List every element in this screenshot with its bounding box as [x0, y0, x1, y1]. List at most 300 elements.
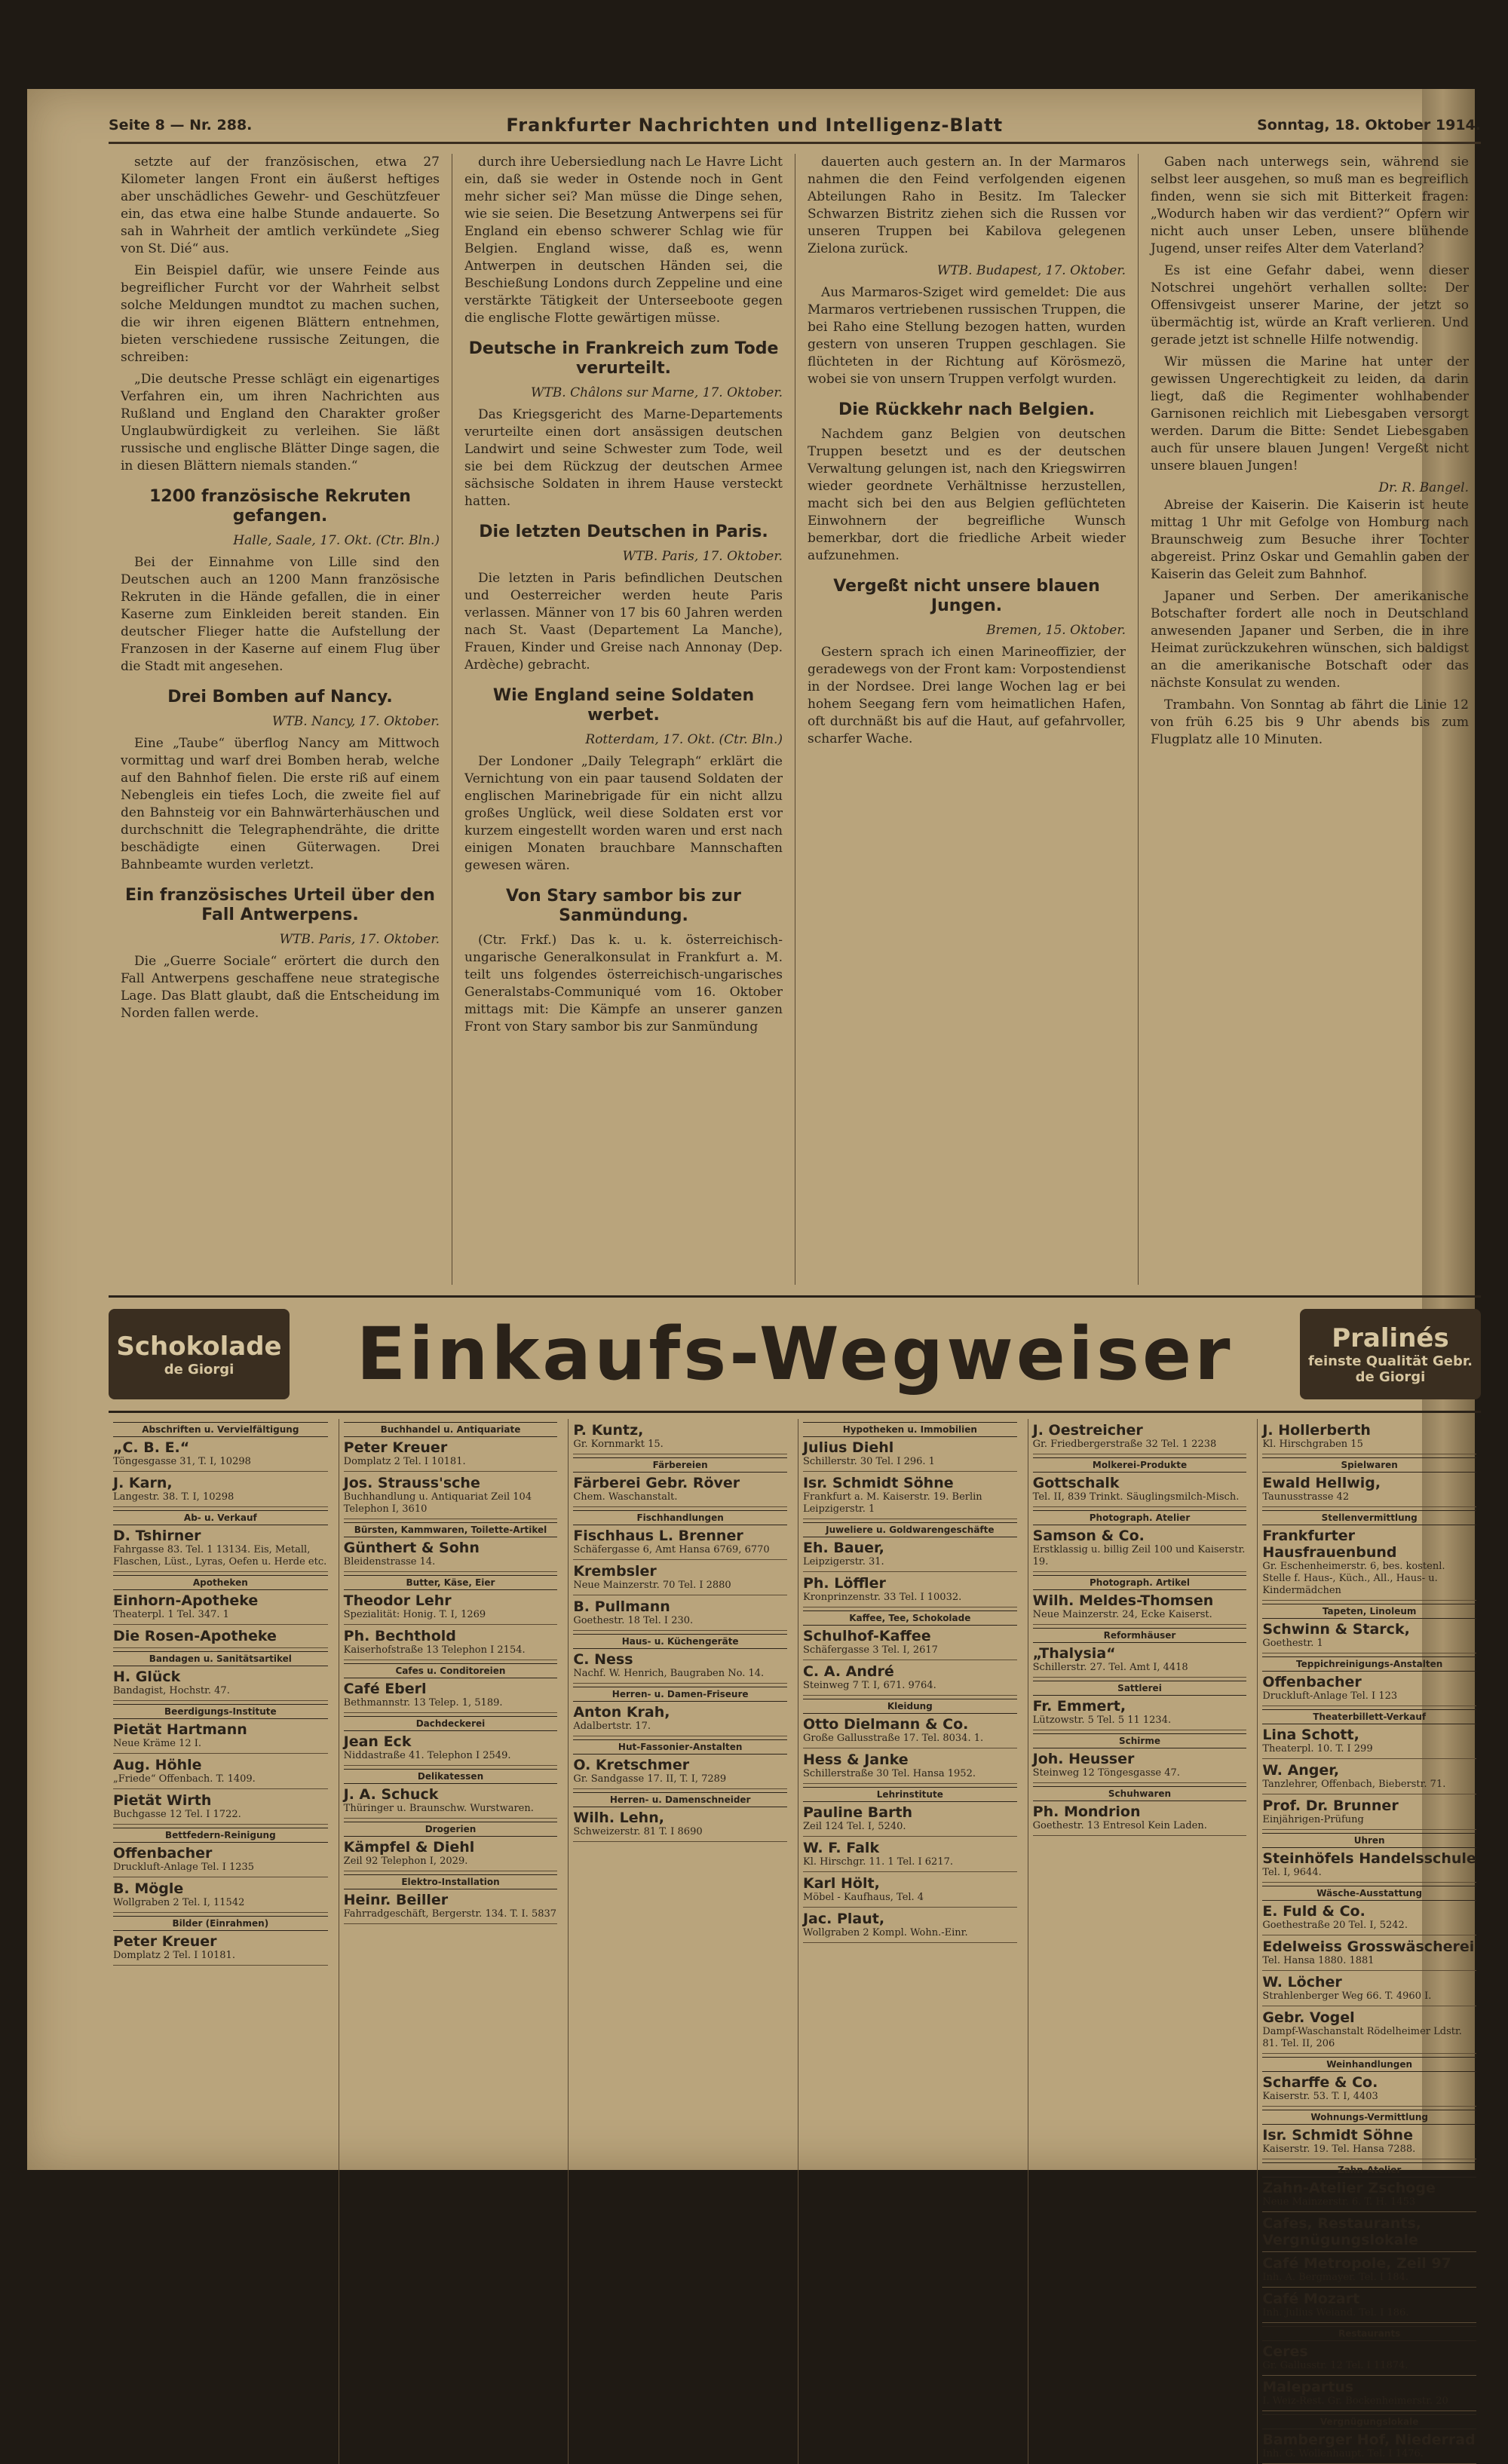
ad-entry: [803, 1872, 1017, 1908]
ad-entry: [1262, 1653, 1476, 1706]
ad-category: Drogerien: [344, 1822, 558, 1837]
ad-detail: Strahlenberger Weg 66. T. 4960 I.: [1262, 1991, 1432, 2002]
ad-detail: Steinweg 7 T. I, 671. 9764.: [802, 1680, 936, 1691]
ad-detail: Schäfergasse 6, Amt Hansa 6769, 6770: [573, 1544, 770, 1555]
ad-entry: [803, 1419, 1017, 1472]
page-number: Seite 8 — Nr. 288.: [109, 117, 253, 133]
article-dateline: WTB. Budapest, 17. Oktober.: [936, 263, 1126, 278]
ad-entry: [1262, 1419, 1476, 1454]
ad-entry: [113, 1507, 328, 1572]
ad-name: Wilh. Meldes-Thomsen: [1032, 1592, 1214, 1609]
article: [1151, 154, 1469, 475]
ad-name: Café Mozart: [1262, 2291, 1360, 2307]
ad-name: Krembsler: [573, 1563, 657, 1580]
ad-category: Weinhandlungen: [1262, 2057, 1476, 2072]
ad-detail: Adalbertstr. 17.: [573, 1721, 651, 1732]
ad-column: [1028, 1419, 1252, 2464]
ad-entry: [573, 1736, 787, 1789]
ad-name: „C. B. E.“: [113, 1439, 190, 1456]
ad-name: Einhorn-Apotheke: [113, 1592, 259, 1609]
ad-detail: Neue Mainzerstr. 6. T. H. 1453: [1262, 2196, 1416, 2208]
ad-detail: Zeil 124 Tel. I, 5240.: [802, 1821, 906, 1832]
ad-detail: Tel. Hansa 1880. 1881: [1262, 1955, 1375, 1966]
ad-detail: Möbel - Kaufhaus, Tel. 4: [802, 1892, 924, 1903]
article-headline: Die letzten Deutschen in Paris.: [479, 523, 768, 541]
ad-entry: [1033, 1419, 1247, 1454]
ad-name: Frankfurter Hausfrauenbund: [1262, 1528, 1397, 1561]
ad-name: Wilh. Lehn,: [573, 1810, 664, 1826]
ad-column: [1257, 1419, 1481, 2464]
ad-entry: [803, 1607, 1017, 1660]
article-paragraph: Gaben nach unterwegs sein, während sie selbst leer ausgehen, so muß man es begreiflich finden, wenn sie sich mit Bitterkeit fragen: „Wodurch haben wir das verdient?“ Opfern wir nicht auch unser Leben, unsere blühende Jugend, unser reifes Alter dem Vaterland?: [1151, 155, 1469, 256]
ad-entry: [344, 1660, 558, 1713]
ad-entry: [803, 1472, 1017, 1519]
ad-column: [568, 1419, 792, 2464]
ad-name: Lina Schott,: [1262, 1727, 1359, 1743]
ad-category: Haus- u. Küchengeräte: [573, 1634, 787, 1649]
ad-detail: Leipzigerstr. 31.: [802, 1556, 884, 1568]
article-columns: [109, 154, 1481, 1285]
ad-name: Samson & Co.: [1032, 1528, 1145, 1544]
ad-detail: Steinweg 12 Töngesgasse 47.: [1032, 1767, 1180, 1779]
ad-category: Photograph. Artikel: [1033, 1575, 1247, 1590]
ad-detail: Fahrgasse 83. Tel. 1 13134. Eis, Metall, Flaschen, Lüst., Lyras, Oefen u. Herde etc.: [113, 1544, 327, 1568]
article-paragraph: Abreise der Kaiserin. Die Kaiserin ist heute mittag 1 Uhr mit Gefolge von Homburg nach Braunschweig zum Besuche ihrer Tochter abgereist. Prinz Oskar und Gemahlin gaben der Kaiserin das Geleit zum Bahnhof.: [1151, 498, 1469, 582]
ad-name: J. Oestreicher: [1032, 1422, 1143, 1439]
ad-name: Heinr. Beiller: [343, 1892, 449, 1908]
ad-name: Isr. Schmidt Söhne: [1262, 2127, 1413, 2144]
ad-name: Fr. Emmert,: [1032, 1698, 1126, 1715]
ad-entry: [1033, 1730, 1247, 1783]
article-dateline: Halle, Saale, 17. Okt. (Ctr. Bln.): [233, 533, 440, 548]
page-header: [109, 109, 1481, 144]
ad-detail: Kaiserhofstraße 13 Telephon I 2154.: [343, 1644, 526, 1656]
ad-entry: [344, 1819, 558, 1871]
ad-detail: Nachf. W. Henrich, Baugraben No. 14.: [573, 1668, 765, 1679]
ad-entry: [803, 1748, 1017, 1784]
ad-detail: Gr. Sandgasse 17. II, T. I, 7289: [573, 1773, 727, 1785]
ad-detail: Bleidenstrasse 14.: [343, 1556, 436, 1568]
ad-entry: [1033, 1625, 1247, 1678]
article-column: [1138, 154, 1481, 1285]
ad-category: Fischhandlungen: [573, 1510, 787, 1525]
ad-detail: Kaiserstr. 53. T. I, 4403: [1262, 2091, 1378, 2102]
article-paragraph: Nachdem ganz Belgien von deutschen Truppen besetzt und es der deutschen Verwaltung gelungen ist, nach den Kriegswirren wieder geordnete Verhältnisse herzustellen, macht sich bei den aus Belgien geflüchteten Einwohnern der begreifliche Wunsch bemerkbar, dort die friedliche Arbeit wieder aufzunehmen.: [808, 427, 1126, 563]
ad-category: Spielwaren: [1262, 1457, 1476, 1473]
ad-entry: [573, 1631, 787, 1684]
schokolade-badge: [109, 1309, 290, 1399]
article-paragraph: (Ctr. Frkf.) Das k. u. k. österreichisch-ungarische Generalkonsulat in Frankfurt a. M. teilt uns folgendes österreichisch-ungarisches Generalstabs-Communiqué vom 16. Oktober mittags mit: Die Kämpfe an unserer ganzen Front von Stary sambor bis zur Sanmündung: [464, 933, 783, 1034]
ad-detail: Neue Mainzerstr. 70 Tel. I 2880: [573, 1580, 731, 1591]
ad-detail: Bethmannstr. 13 Telep. 1, 5189.: [343, 1697, 503, 1709]
article: [1151, 480, 1469, 497]
ad-entry: [344, 1572, 558, 1625]
ad-category: Beerdigungs-Institute: [113, 1704, 328, 1719]
ad-detail: Kronprinzenstr. 33 Tel. I 10032.: [802, 1592, 962, 1603]
ad-name: Café Metropole, Zeil 97: [1262, 2255, 1451, 2272]
article-paragraph: Die „Guerre Sociale“ erörtert die durch den Fall Antwerpens geschaffene neue strategische Lage. Das Blatt glaubt, daß die Entscheidung im Norden fallen werde.: [121, 954, 440, 1021]
ad-entry: [803, 1784, 1017, 1837]
ad-entry: [113, 1419, 328, 1472]
article-dateline: Rotterdam, 17. Okt. (Ctr. Bln.): [585, 732, 783, 747]
article-paragraph: Es ist eine Gefahr dabei, wenn dieser Notschrei ungehört verhallen sollte: Der Offensivgeist unserer Marine, der jetzt so übermächtig ist, würde an Kraft verlieren. Und gerade jetzt ist schnelle Hilfe notwendig.: [1151, 263, 1469, 348]
ad-detail: Chem. Waschanstalt.: [573, 1491, 678, 1503]
ad-entry: [344, 1871, 558, 1924]
ad-entry: [573, 1419, 787, 1454]
ad-name: W. Löcher: [1262, 1974, 1342, 1991]
ad-entry: [1262, 2323, 1476, 2376]
ad-name: W. F. Falk: [802, 1840, 880, 1856]
ad-name: Gottschalk: [1032, 1475, 1120, 1491]
ad-entry: [344, 1519, 558, 1572]
ad-entry: [803, 1572, 1017, 1607]
ad-detail: Zeil 92 Telephon I, 2029.: [343, 1856, 468, 1867]
badge-left-small: de Giorgi: [164, 1361, 234, 1378]
ad-detail: Gr. Kornmarkt 15.: [573, 1439, 664, 1450]
ad-detail: Goethestr. 13 Entresol Kein Laden.: [1032, 1820, 1207, 1831]
ad-name: Joh. Heusser: [1032, 1751, 1135, 1767]
article: [1151, 497, 1469, 749]
ad-category: Bettfedern-Reinigung: [113, 1828, 328, 1843]
ad-category: Reformhäuser: [1033, 1628, 1247, 1643]
ad-category: Molkerei-Produkte: [1033, 1457, 1247, 1473]
ad-detail: Frankfurt a. M. Kaiserstr. 19. Berlin Leipzigerstr. 1: [802, 1491, 982, 1515]
ad-entry: [113, 1789, 328, 1825]
ad-name: Pietät Wirth: [113, 1792, 212, 1809]
ad-detail: Tanzlehrer, Offenbach, Bieberstr. 71.: [1262, 1779, 1446, 1790]
ad-name: B. Mögle: [113, 1880, 184, 1897]
article-headline: Drei Bomben auf Nancy.: [167, 688, 393, 706]
ad-entry: [573, 1595, 787, 1631]
article-paragraph: Japaner und Serben. Der amerikanische Botschafter fordert alle noch in Deutschland anwesenden Japaner und Serben, die in ihre Heimat zurückzukehren wünschen, sich baldigst an die amerikanische Botschaft oder das nächste Konsulat zu wenden.: [1151, 589, 1469, 691]
ad-name: Jos. Strauss'sche: [343, 1475, 480, 1491]
ad-detail: Inh. Julius Weiand. Tel. I 186.: [1262, 2307, 1409, 2318]
ad-category: Dachdeckerei: [344, 1716, 558, 1731]
ad-name: E. Fuld & Co.: [1262, 1903, 1365, 1920]
ad-entry: [1262, 1794, 1476, 1830]
ad-name: Theodor Lehr: [343, 1592, 452, 1609]
ad-detail: Druckluft-Anlage Tel. I 123: [1262, 1690, 1398, 1702]
ad-entry: [1262, 2376, 1476, 2411]
ad-entry: [1262, 2006, 1476, 2054]
ad-detail: „Friede“ Offenbach. T. 1409.: [113, 1773, 256, 1785]
article-headline: Deutsche in Frankreich zum Tode verurteilt.: [468, 339, 779, 378]
ad-detail: Goethestraße 20 Tel. I, 5242.: [1262, 1920, 1408, 1931]
article-signature: Dr. R. Bangel.: [1378, 480, 1469, 495]
ad-detail: I. Weiz-Rest. Gr. Bockenheimerstr. 20: [1262, 2395, 1448, 2407]
ad-entry: [1262, 1507, 1476, 1601]
ad-detail: Bandagist, Hochstr. 47.: [113, 1685, 230, 1696]
ad-detail: Gr. Gallusstr. 12 Tel. I 11874.: [1262, 2360, 1408, 2371]
ad-entry: [573, 1507, 787, 1560]
article-paragraph: Ein Beispiel dafür, wie unsere Feinde aus begreiflicher Furcht vor der Wahrheit selbst solche Meldungen mundtot zu machen suchen, die wir ihren eigenen Blättern entnehmen, bieten verschiedene russische Zeitungen, die schreiben:: [121, 263, 440, 365]
ad-name: H. Glück: [113, 1669, 181, 1685]
article-headline: 1200 französische Rekruten gefangen.: [149, 487, 411, 526]
ad-detail: Schillerstr. 30 Tel. I 296. 1: [802, 1456, 935, 1467]
article-dateline: Bremen, 15. Oktober.: [986, 623, 1126, 638]
article: [808, 262, 1126, 388]
ad-name: Cafes, Restaurants, Vergnügungslokale: [1262, 2215, 1421, 2248]
ad-name: Pietät Hartmann: [113, 1721, 247, 1738]
ad-entry: [573, 1684, 787, 1736]
ad-name: Peter Kreuer: [113, 1933, 217, 1950]
ad-name: Offenbacher: [113, 1845, 213, 1862]
ad-entry: [1262, 2288, 1476, 2323]
ad-entry: [113, 1913, 328, 1966]
ad-entry: [1262, 2107, 1476, 2159]
ad-category: Zahn-Atelier: [1262, 2162, 1476, 2177]
ad-category: Hut-Fassonier-Anstalten: [573, 1739, 787, 1755]
ad-entry: [803, 1908, 1017, 1943]
article-paragraph: Trambahn. Von Sonntag ab fährt die Linie 12 von früh 6.25 bis 9 Uhr abends bis zum Flugplatz alle 10 Minuten.: [1151, 697, 1469, 747]
ad-name: C. Ness: [573, 1651, 633, 1668]
ad-entry: [1262, 1830, 1476, 1883]
ad-detail: Kl. Hirschgr. 11. 1 Tel. I 6217.: [802, 1856, 953, 1868]
ad-entry: [573, 1560, 787, 1595]
ad-category: Cafes u. Conditoreien: [344, 1663, 558, 1678]
ad-category: Bilder (Einrahmen): [113, 1916, 328, 1931]
article-paragraph: Aus Marmaros-Sziget wird gemeldet: Die aus Marmaros vertriebenen russischen Truppen, die bei Raho eine Stellung bezogen hatten, wurden gestern von unseren Truppen geschlagen. Sie flüchteten in der Richtung auf Körösmezö, wobei sie von unsern Truppen verfolgt wurden.: [808, 285, 1126, 387]
ad-category: Abschriften u. Vervielfältigung: [113, 1422, 328, 1437]
ad-name: Peter Kreuer: [343, 1439, 448, 1456]
ad-detail: Kaiserstr. 19. Tel. Hansa 7288.: [1262, 2144, 1416, 2155]
article-headline: Vergeßt nicht unsere blauen Jungen.: [833, 577, 1100, 615]
ad-name: Ph. Löffler: [802, 1575, 886, 1592]
ad-entry: [1033, 1454, 1247, 1507]
article: [121, 886, 440, 1022]
ad-name: Julius Diehl: [802, 1439, 894, 1456]
ad-detail: Große Gallusstraße 17. Tel. 8034. 1.: [802, 1733, 984, 1744]
ad-category: Herren- u. Damen-Friseure: [573, 1687, 787, 1702]
ad-name: Pauline Barth: [802, 1804, 913, 1821]
ad-name: J. Hollerberth: [1262, 1422, 1371, 1439]
ad-detail: Neue Kräme 12 I.: [113, 1738, 202, 1749]
ad-name: Isr. Schmidt Söhne: [802, 1475, 954, 1491]
article-paragraph: dauerten auch gestern an. In der Marmaros nahmen die den Feind verfolgenden eigenen Abteilungen Raho in Besitz. Im Talecker Schwarzen Bistritz ziehen sich die Russen vor unseren Truppen bei Kabilova gelegenen Zielona zurück.: [808, 155, 1126, 256]
ad-entry: [344, 1419, 558, 1472]
ad-detail: Dampf-Waschanstalt Rödelheimer Ldstr. 81. Tel. II, 206: [1262, 2026, 1462, 2049]
ad-category: Wohnungs-Vermittlung: [1262, 2110, 1476, 2125]
ad-category: Butter, Käse, Eier: [344, 1575, 558, 1590]
ad-column: [339, 1419, 562, 2464]
ad-category: Tapeten, Linoleum: [1262, 1604, 1476, 1619]
ad-entry: [113, 1625, 328, 1648]
ad-detail: Druckluft-Anlage Tel. I 1235: [113, 1862, 255, 1873]
ad-name: C. A. André: [802, 1663, 894, 1680]
ad-name: Steinhöfels Handelsschule: [1262, 1850, 1476, 1867]
article-paragraph: durch ihre Uebersiedlung nach Le Havre Licht ein, daß sie weder in Ostende noch in Gent mehr sicher sei? Man müsse die Dinge sehen, wie sie seien. Die Besetzung Antwerpens sei für England ein ebenso schwerer Schlag wie für Belgien. England wisse, daß es, wenn Antwerpen in deutschen Händen sei, die Beschießung Londons durch Zeppeline und eine verstärkte Tätigkeit der Unterseeboote gegen die englische Flotte gewärtigen müsse.: [464, 155, 783, 326]
ad-name: Café Eberl: [343, 1681, 427, 1697]
ad-detail: Niddastraße 41. Telephon I 2549.: [343, 1750, 511, 1761]
article: [464, 339, 783, 510]
article-paragraph: Das Kriegsgericht des Marne-Departements verurteilte einen dort ansässigen deutschen Landwirt und seine Schwester zum Tode, weil sie bei dem Rückzug der deutschen Armee sächsische Soldaten in ihrem Hause versteckt hatten.: [464, 407, 783, 509]
ad-column: [798, 1419, 1022, 2464]
badge-left-big: Schokolade: [116, 1331, 282, 1362]
article-paragraph: Bei der Einnahme von Lille sind den Deutschen auch an 1200 Mann französische Rekruten in die Hände gefallen, die in einer Kaserne zum Einkleiden bereit standen. Ein deutscher Flieger hatte die Aufstellung der Franzosen in der Kaserne auf einem Flug über die Stadt mit angesehen.: [121, 555, 440, 674]
ad-name: P. Kuntz,: [573, 1422, 644, 1439]
ad-entry: [1262, 1759, 1476, 1794]
ad-entry: [344, 1766, 558, 1819]
article-column: [109, 154, 452, 1285]
ad-detail: Goethestr. 1: [1262, 1638, 1323, 1649]
ad-entry: [1262, 2252, 1476, 2288]
ad-detail: Gr. Eschenheimerstr. 6, bes. kostenl. Stelle f. Haus-, Küch., All., Haus- u. Kindermädchen: [1262, 1561, 1445, 1596]
ad-category: Färbereien: [573, 1457, 787, 1473]
ad-name: W. Anger,: [1262, 1762, 1340, 1779]
ad-detail: Lützowstr. 5 Tel. 5 11 1234.: [1032, 1715, 1172, 1726]
ad-name: Kämpfel & Diehl: [343, 1839, 475, 1856]
article-paragraph: Die letzten in Paris befindlichen Deutschen und Oesterreicher werden heute Paris verlassen. Männer von 17 bis 60 Jahren werden nach St. Vaast (Departement La Manche), Frauen, Kinder und Greise nach Annonay (Dep. Ardèche) gebracht.: [464, 571, 783, 673]
ad-category: Buchhandel u. Antiquariate: [344, 1422, 558, 1437]
article-dateline: WTB. Châlons sur Marne, 17. Oktober.: [531, 385, 783, 400]
ad-name: Jean Eck: [343, 1733, 412, 1750]
ad-entry: [803, 1696, 1017, 1748]
ad-category: Hypotheken u. Immobilien: [803, 1422, 1017, 1437]
ad-category: Bandagen u. Sanitätsartikel: [113, 1651, 328, 1666]
ad-detail: Goethestr. 18 Tel. I 230.: [573, 1615, 694, 1626]
ad-name: Jac. Plaut,: [802, 1911, 885, 1927]
ad-name: Schulhof-Kaffee: [802, 1628, 931, 1644]
ad-detail: Buchhandlung u. Antiquariat Zeil 104 Telephon I, 3610: [343, 1491, 532, 1515]
ad-name: Otto Dielmann & Co.: [802, 1716, 969, 1733]
ad-name: Edelweiss Grosswäscherei: [1262, 1938, 1475, 1955]
ad-detail: Buchgasse 12 Tel. I 1722.: [113, 1809, 241, 1820]
article: [121, 688, 440, 874]
ad-category: Teppichreinigungs-Anstalten: [1262, 1656, 1476, 1672]
article-paragraph: Wir müssen die Marine hat unter der gewissen Ungerechtigkeit zu leiden, da darin liegt, daß die Regimenter wohlhabender Garnisonen reichlich mit Liebesgaben versorgt werden. Darum die Bitte: Sendet Liebesgaben auch für unsere blauen Jungen! Vergeßt nicht unsere blauen Jungen!: [1151, 354, 1469, 473]
ad-detail: Langestr. 38. T. I, 10298: [113, 1491, 234, 1503]
ad-entry: [573, 1454, 787, 1507]
ad-entry: [1262, 1883, 1476, 1935]
ad-name: Prof. Dr. Brunner: [1262, 1797, 1399, 1814]
ad-name: Die Rosen-Apotheke: [113, 1628, 277, 1644]
ad-entry: [344, 1472, 558, 1519]
ad-entry: [1262, 2159, 1476, 2212]
ad-entry: [1033, 1783, 1247, 1836]
ad-category: Uhren: [1262, 1833, 1476, 1848]
article-headline: Ein französisches Urteil über den Fall Antwerpens.: [125, 886, 435, 924]
article-paragraph: „Die deutsche Presse schlägt ein eigenartiges Verfahren ein, um ihren Nachrichten aus Rußland und England den Charakter großer Unglaubwürdigkeit zu verleihen. Sie läßt russische und englische Blätter Dinge sagen, die in diesen Blättern niemals standen.“: [121, 372, 440, 473]
ad-column: [109, 1419, 333, 2464]
ad-name: Scharffe & Co.: [1262, 2074, 1378, 2091]
ad-entry: [1262, 2411, 1476, 2464]
issue-date: Sonntag, 18. Oktober 1914.: [1257, 117, 1481, 133]
ad-directory: [109, 1419, 1481, 2459]
article: [464, 523, 783, 674]
article-dateline: WTB. Nancy, 17. Oktober.: [271, 714, 440, 729]
ad-detail: Theaterpl. 1 Tel. 347. 1: [113, 1609, 229, 1620]
ad-detail: Schillerstr. 27. Tel. Amt I, 4418: [1032, 1662, 1188, 1673]
ad-entry: [1262, 2054, 1476, 2107]
article: [808, 400, 1126, 565]
ad-detail: Fahrradgeschäft, Bergerstr. 134. T. I. 5837: [343, 1908, 557, 1920]
ad-category: Stellenvermittlung: [1262, 1510, 1476, 1525]
ad-banner: [109, 1295, 1481, 1413]
ad-category: Herren- u. Damenschneider: [573, 1792, 787, 1807]
ad-entry: [113, 1648, 328, 1701]
article: [464, 686, 783, 875]
ad-category: Schuhwaren: [1033, 1786, 1247, 1801]
ad-category: Delikatessen: [344, 1769, 558, 1784]
ad-detail: Spezialität: Honig. T. I, 1269: [343, 1609, 486, 1620]
ad-category: Vergnügungslokale: [1262, 2414, 1476, 2429]
ad-entry: [113, 1472, 328, 1507]
ad-category: Apotheken: [113, 1575, 328, 1590]
ad-entry: [1262, 2212, 1476, 2252]
ad-detail: Gr. Friedbergerstraße 32 Tel. 1 2238: [1032, 1439, 1217, 1450]
article-column: [452, 154, 795, 1285]
ad-detail: Tel. II, 839 Trinkt. Säuglingsmilch-Misch.: [1032, 1491, 1240, 1503]
ad-category: Lehrinstitute: [803, 1787, 1017, 1802]
ad-detail: Kl. Hirschgraben 15: [1262, 1439, 1363, 1450]
ad-name: Anton Krah,: [573, 1704, 670, 1721]
ad-name: Schwinn & Starck,: [1262, 1621, 1410, 1638]
ad-entry: [1033, 1678, 1247, 1730]
ad-detail: Schweizerstr. 81 T. I 8690: [573, 1826, 703, 1837]
ad-entry: [1262, 1706, 1476, 1759]
ad-name: Ph. Mondrion: [1032, 1804, 1141, 1820]
ad-name: Fischhaus L. Brenner: [573, 1528, 743, 1544]
masthead-title: Frankfurter Nachrichten und Intelligenz-Blatt: [506, 115, 1004, 136]
ad-name: Günthert & Sohn: [343, 1540, 480, 1556]
ad-category: Sattlerei: [1033, 1681, 1247, 1696]
ad-entry: [1262, 1454, 1476, 1507]
ad-entry: [113, 1572, 328, 1625]
ad-detail: Einjährigen-Prüfung: [1262, 1814, 1364, 1825]
article-headline: Wie England seine Soldaten werbet.: [492, 686, 755, 725]
ad-detail: Inh. A. Bergmayer. Tel. I 184.: [1262, 2272, 1409, 2283]
ad-detail: Töngesgasse 31, T. I, 10298: [113, 1456, 251, 1467]
ad-detail: Schäfergasse 3 Tel. I, 2617: [802, 1644, 938, 1656]
ad-detail: Taunusstrasse 42: [1262, 1491, 1350, 1503]
ad-category: Photograph. Atelier: [1033, 1510, 1247, 1525]
article-column: [795, 154, 1138, 1285]
ad-detail: Wollgraben 2 Kompl. Wohn.-Einr.: [802, 1927, 968, 1938]
ad-detail: Wollgraben 2 Tel. I, 11542: [113, 1897, 245, 1908]
ad-category: Elektro-Installation: [344, 1874, 558, 1889]
ad-detail: Theaterpl. 10. T. I 299: [1262, 1743, 1373, 1755]
ad-entry: [803, 1660, 1017, 1696]
article: [121, 487, 440, 676]
ad-entry: [573, 1789, 787, 1842]
pralines-badge: [1300, 1309, 1481, 1399]
banner-title: Einkaufs-Wegweiser: [356, 1312, 1234, 1396]
ad-category: Restaurants: [1262, 2326, 1476, 2341]
ad-name: D. Tshirner: [113, 1528, 201, 1544]
ad-name: Ewald Hellwig,: [1262, 1475, 1381, 1491]
badge-right-big: Pralinés: [1332, 1323, 1449, 1353]
ad-detail: Inh. G. Wollenhaupt. Tel. I 1476.: [1262, 2448, 1424, 2459]
ad-name: B. Pullmann: [573, 1598, 670, 1615]
ad-entry: [1262, 1935, 1476, 1971]
ad-name: Offenbacher: [1262, 1674, 1362, 1690]
ad-name: Ph. Bechthold: [343, 1628, 456, 1644]
article: [121, 154, 440, 475]
ad-entry: [113, 1877, 328, 1913]
ad-name: Karl Hölt,: [802, 1875, 880, 1892]
ad-detail: Domplatz 2 Tel. I 10181.: [113, 1950, 235, 1961]
ad-entry: [113, 1701, 328, 1754]
ad-name: Aug. Höhle: [113, 1757, 202, 1773]
article-paragraph: setzte auf der französischen, etwa 27 Kilometer langen Front ein äußerst heftiges aber unschädliches Gewehr- und Geschützfeuer ein, das etwa eine halbe Stunde andauerte. So sah in Wahrheit der amtlich verkündete „Sieg von St. Dié“ aus.: [121, 155, 440, 256]
ad-category: Schirme: [1033, 1733, 1247, 1748]
ad-name: O. Kretschmer: [573, 1757, 690, 1773]
ad-entry: [803, 1837, 1017, 1872]
ad-name: J. A. Schuck: [343, 1786, 439, 1803]
article: [464, 887, 783, 1036]
ad-entry: [344, 1625, 558, 1660]
ad-detail: Neue Mainzerstr. 24, Ecke Kaiserst.: [1032, 1609, 1212, 1620]
